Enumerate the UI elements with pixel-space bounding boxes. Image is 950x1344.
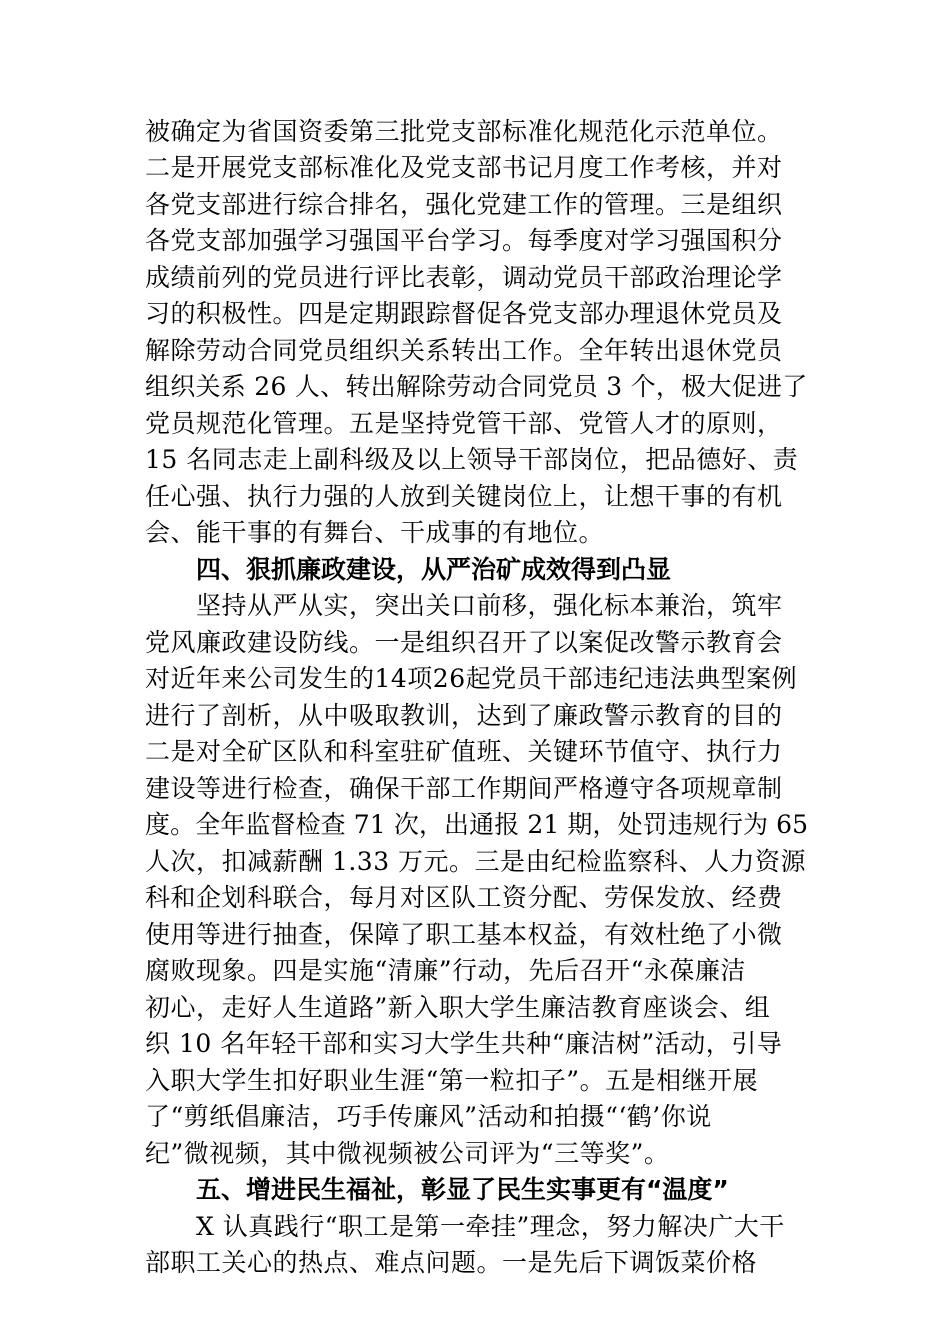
text-line: 使用等进行抽查，保障了职工基本权益，有效杜绝了小微 [145,920,783,949]
text-line: 部职工关心的热点、难点问题。一是先后下调饭菜价格 [145,1248,758,1277]
text-line: 坚持从严从实，突出关口前移，强化标本兼治，筑牢 [196,591,783,620]
text-line: 度。全年监督检查 71 次，出通报 21 期，处罚违规行为 65 [145,810,809,839]
text-line: 任心强、执行力强的人放到关键岗位上，让想干事的有机 [145,482,783,511]
text-line: 科和企划科联合，每月对区队工资分配、劳保发放、经费 [145,883,783,912]
text-line: 人次，扣减薪酬 1.33 万元。三是由纪检监察科、人力资源 [145,847,807,876]
text-line: 二是对全矿区队和科室驻矿值班、关键环节值守、执行力 [145,737,783,766]
text-line: 建设等进行检查，确保干部工作期间严格遵守各项规章制 [145,774,783,803]
text-line: 初心，走好人生道路”新入职大学生廉洁教育座谈会、组 [145,993,771,1022]
text-line: 各党支部加强学习强国平台学习。每季度对学习强国积分 [145,226,783,255]
text-line: 腐败现象。四是实施“清廉”行动，先后召开“永葆廉洁 [145,956,746,985]
section-heading: 五、增进民生福祉，彰显了民生实事更有“温度” [196,1175,729,1204]
section-heading: 四、狠抓廉政建设，从严治矿成效得到凸显 [196,555,672,584]
text-line: 二是开展党支部标准化及党支部书记月度工作考核，并对 [145,153,783,182]
text-line: 解除劳动合同党员组织关系转出工作。全年转出退休党员 [145,336,783,365]
text-line: 组织关系 26 人、转出解除劳动合同党员 3 个，极大促进了 [145,372,808,401]
text-line: 党员规范化管理。五是坚持党管干部、党管人才的原则， [145,409,783,438]
text-line: 了“剪纸倡廉洁，巧手传廉风”活动和拍摄“‘鹤’你说 [145,1102,712,1131]
text-line: 入职大学生扣好职业生涯“第一粒扣子”。五是相继开展 [145,1066,759,1095]
text-line: 各党支部进行综合排名，强化党建工作的管理。三是组织 [145,190,783,219]
text-line: 习的积极性。四是定期跟踪督促各党支部办理退休党员及 [145,299,783,328]
text-line: 成绩前列的党员进行评比表彰，调动党员干部政治理论学 [145,263,783,292]
text-line: 织 10 名年轻干部和实习大学生共种“廉洁树”活动，引导 [145,1029,783,1058]
text-line: X 认真践行“职工是第一牵挂”理念，努力解决广大干 [196,1212,785,1241]
text-line: 纪”微视频，其中微视频被公司评为“三等奖”。 [145,1139,670,1168]
text-line: 会、能干事的有舞台、干成事的有地位。 [145,518,605,547]
text-line: 15 名同志走上副科级及以上领导干部岗位，把品德好、责 [145,445,799,474]
text-line: 党风廉政建设防线。一是组织召开了以案促改警示教育会 [145,628,783,657]
text-line: 被确定为省国资委第三批党支部标准化规范化示范单位。 [145,117,783,146]
text-line: 对近年来公司发生的14项26起党员干部违纪违法典型案例 [145,664,798,693]
text-line: 进行了剖析，从中吸取教训，达到了廉政警示教育的目的 [145,701,783,730]
